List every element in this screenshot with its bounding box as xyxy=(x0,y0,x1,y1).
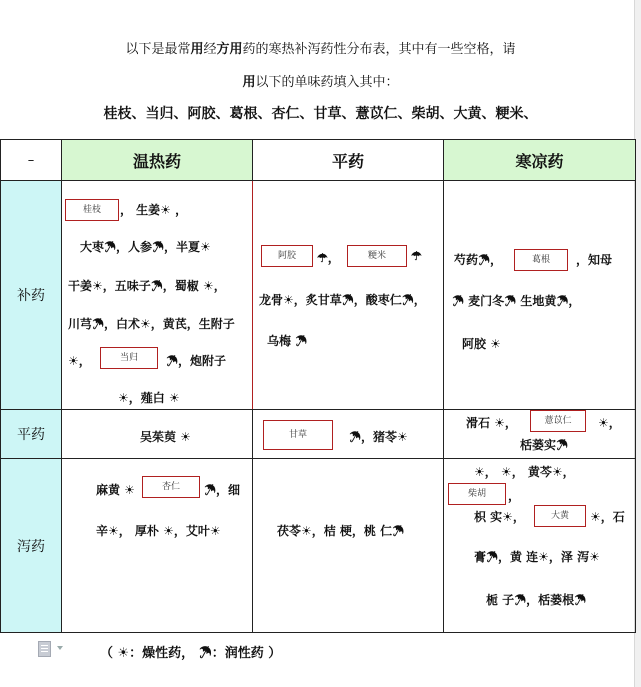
cell-text: 干姜☀，五味子☂，蜀椒 ☀， xyxy=(68,279,226,293)
cell-text: 大枣☂，人参☂，半夏☀ xyxy=(80,240,211,254)
chevron-down-icon[interactable] xyxy=(57,646,63,650)
cell-text: ☂，猪苓☀ xyxy=(349,430,408,444)
cell-text: ☂，炮附子 xyxy=(166,354,227,368)
cell-text: 吴茱萸 ☀ xyxy=(140,430,191,444)
cell-text: ， 生姜☀ ， xyxy=(120,203,188,217)
cell-purge-cold xyxy=(444,459,636,633)
answer-box[interactable]: 大黄 xyxy=(534,505,586,527)
cell-text: ☀，薤白 ☀ xyxy=(118,391,180,405)
cell-text: 栀 子☂，栝蒌根☂ xyxy=(486,593,587,607)
cell-neutral-warm xyxy=(62,410,253,459)
cell-text: 枳 实☀， xyxy=(474,510,525,524)
cell-tonify-cold xyxy=(444,181,636,410)
cell-text: ☂，细 xyxy=(204,483,241,497)
intro-text: 以下是最常 xyxy=(125,42,191,57)
answer-box[interactable]: 阿胶 xyxy=(261,245,313,267)
cell-text: ☂ xyxy=(411,249,422,263)
answer-box[interactable]: 桂枝 xyxy=(65,199,119,221)
cell-text: ☀， xyxy=(68,354,91,368)
row-label-neutral: 平药 xyxy=(1,410,62,459)
header-neutral: 平药 xyxy=(253,140,444,181)
cell-text: ， xyxy=(508,489,521,503)
cell-text: 栝蒌实☂ xyxy=(520,438,569,452)
cell-tonify-warm xyxy=(62,181,253,410)
herb-list: 桂枝、当归、阿胶、葛根、杏仁、甘草、薏苡仁、柴胡、大黄、粳米、 xyxy=(103,106,538,122)
cell-purge-neutral xyxy=(253,459,444,633)
cell-text: 川芎☂，白术☀，黄芪，生附子 xyxy=(68,317,235,331)
intro-line-2 xyxy=(0,71,641,90)
header-warm: 温热药 xyxy=(62,140,253,181)
cell-text: ☀， ☀， 黄芩☀， xyxy=(474,465,575,479)
cell-text: ☂， xyxy=(317,251,340,265)
corner-cell: – xyxy=(1,140,62,181)
cell-text: 芍药☂， xyxy=(454,253,503,267)
symbol-legend: （ ☀：燥性药， ☂：润性药 ） xyxy=(100,646,282,661)
cell-text: 龙骨☀，炙甘草☂，酸枣仁☂， xyxy=(259,293,426,307)
intro-bold-text: 用 xyxy=(242,75,256,90)
intro-text: 以下的单味药填入其中： xyxy=(255,75,399,90)
cell-text: ☀， xyxy=(598,416,621,430)
cell-text: ，知母 xyxy=(576,253,613,267)
answer-box[interactable]: 粳米 xyxy=(347,245,407,267)
cell-text: 茯苓☀，桔 梗，桃 仁☂ xyxy=(277,524,405,538)
table-row-neutral xyxy=(1,410,636,459)
intro-text: 经 xyxy=(203,42,217,57)
answer-box[interactable]: 柴胡 xyxy=(448,483,506,505)
cell-purge-warm xyxy=(62,459,253,633)
cell-neutral-neutral xyxy=(253,410,444,459)
answer-box[interactable]: 葛根 xyxy=(514,249,568,271)
row-label-tonify: 补药 xyxy=(1,181,62,410)
answer-box[interactable]: 薏苡仁 xyxy=(530,410,586,432)
row-label-purge: 泻药 xyxy=(1,459,62,633)
intro-line-1 xyxy=(0,38,641,57)
table-row-purge xyxy=(1,459,636,633)
cell-text: ☂ 麦门冬☂ 生地黄☂， xyxy=(452,294,581,308)
cell-tonify-neutral xyxy=(253,181,444,410)
answer-box[interactable]: 甘草 xyxy=(263,420,333,450)
intro-bold-text: 方用 xyxy=(216,42,243,57)
cell-text: 阿胶 ☀ xyxy=(462,337,501,351)
header-cold: 寒凉药 xyxy=(444,140,636,181)
document-icon[interactable] xyxy=(38,641,51,657)
herb-property-table xyxy=(0,139,636,633)
cell-neutral-cold xyxy=(444,410,636,459)
cell-text: 乌梅 ☂ xyxy=(267,334,308,348)
table-header-row xyxy=(1,140,636,181)
intro-text: 药的寒热补泻药性分布表，其中有一些空格，请 xyxy=(242,42,516,57)
cell-text: 滑石 ☀， xyxy=(466,416,517,430)
answer-box[interactable]: 杏仁 xyxy=(142,476,200,498)
cell-text: 膏☂，黄 连☀，泽 泻☀ xyxy=(474,550,600,564)
cell-text: 麻黄 ☀ xyxy=(96,483,135,497)
intro-bold-text: 用 xyxy=(190,42,204,57)
answer-box[interactable]: 当归 xyxy=(100,347,158,369)
cell-text: 辛☀， 厚朴 ☀，艾叶☀ xyxy=(96,524,221,538)
cell-text: ☀，石 xyxy=(590,510,625,524)
table-row-tonify xyxy=(1,181,636,410)
